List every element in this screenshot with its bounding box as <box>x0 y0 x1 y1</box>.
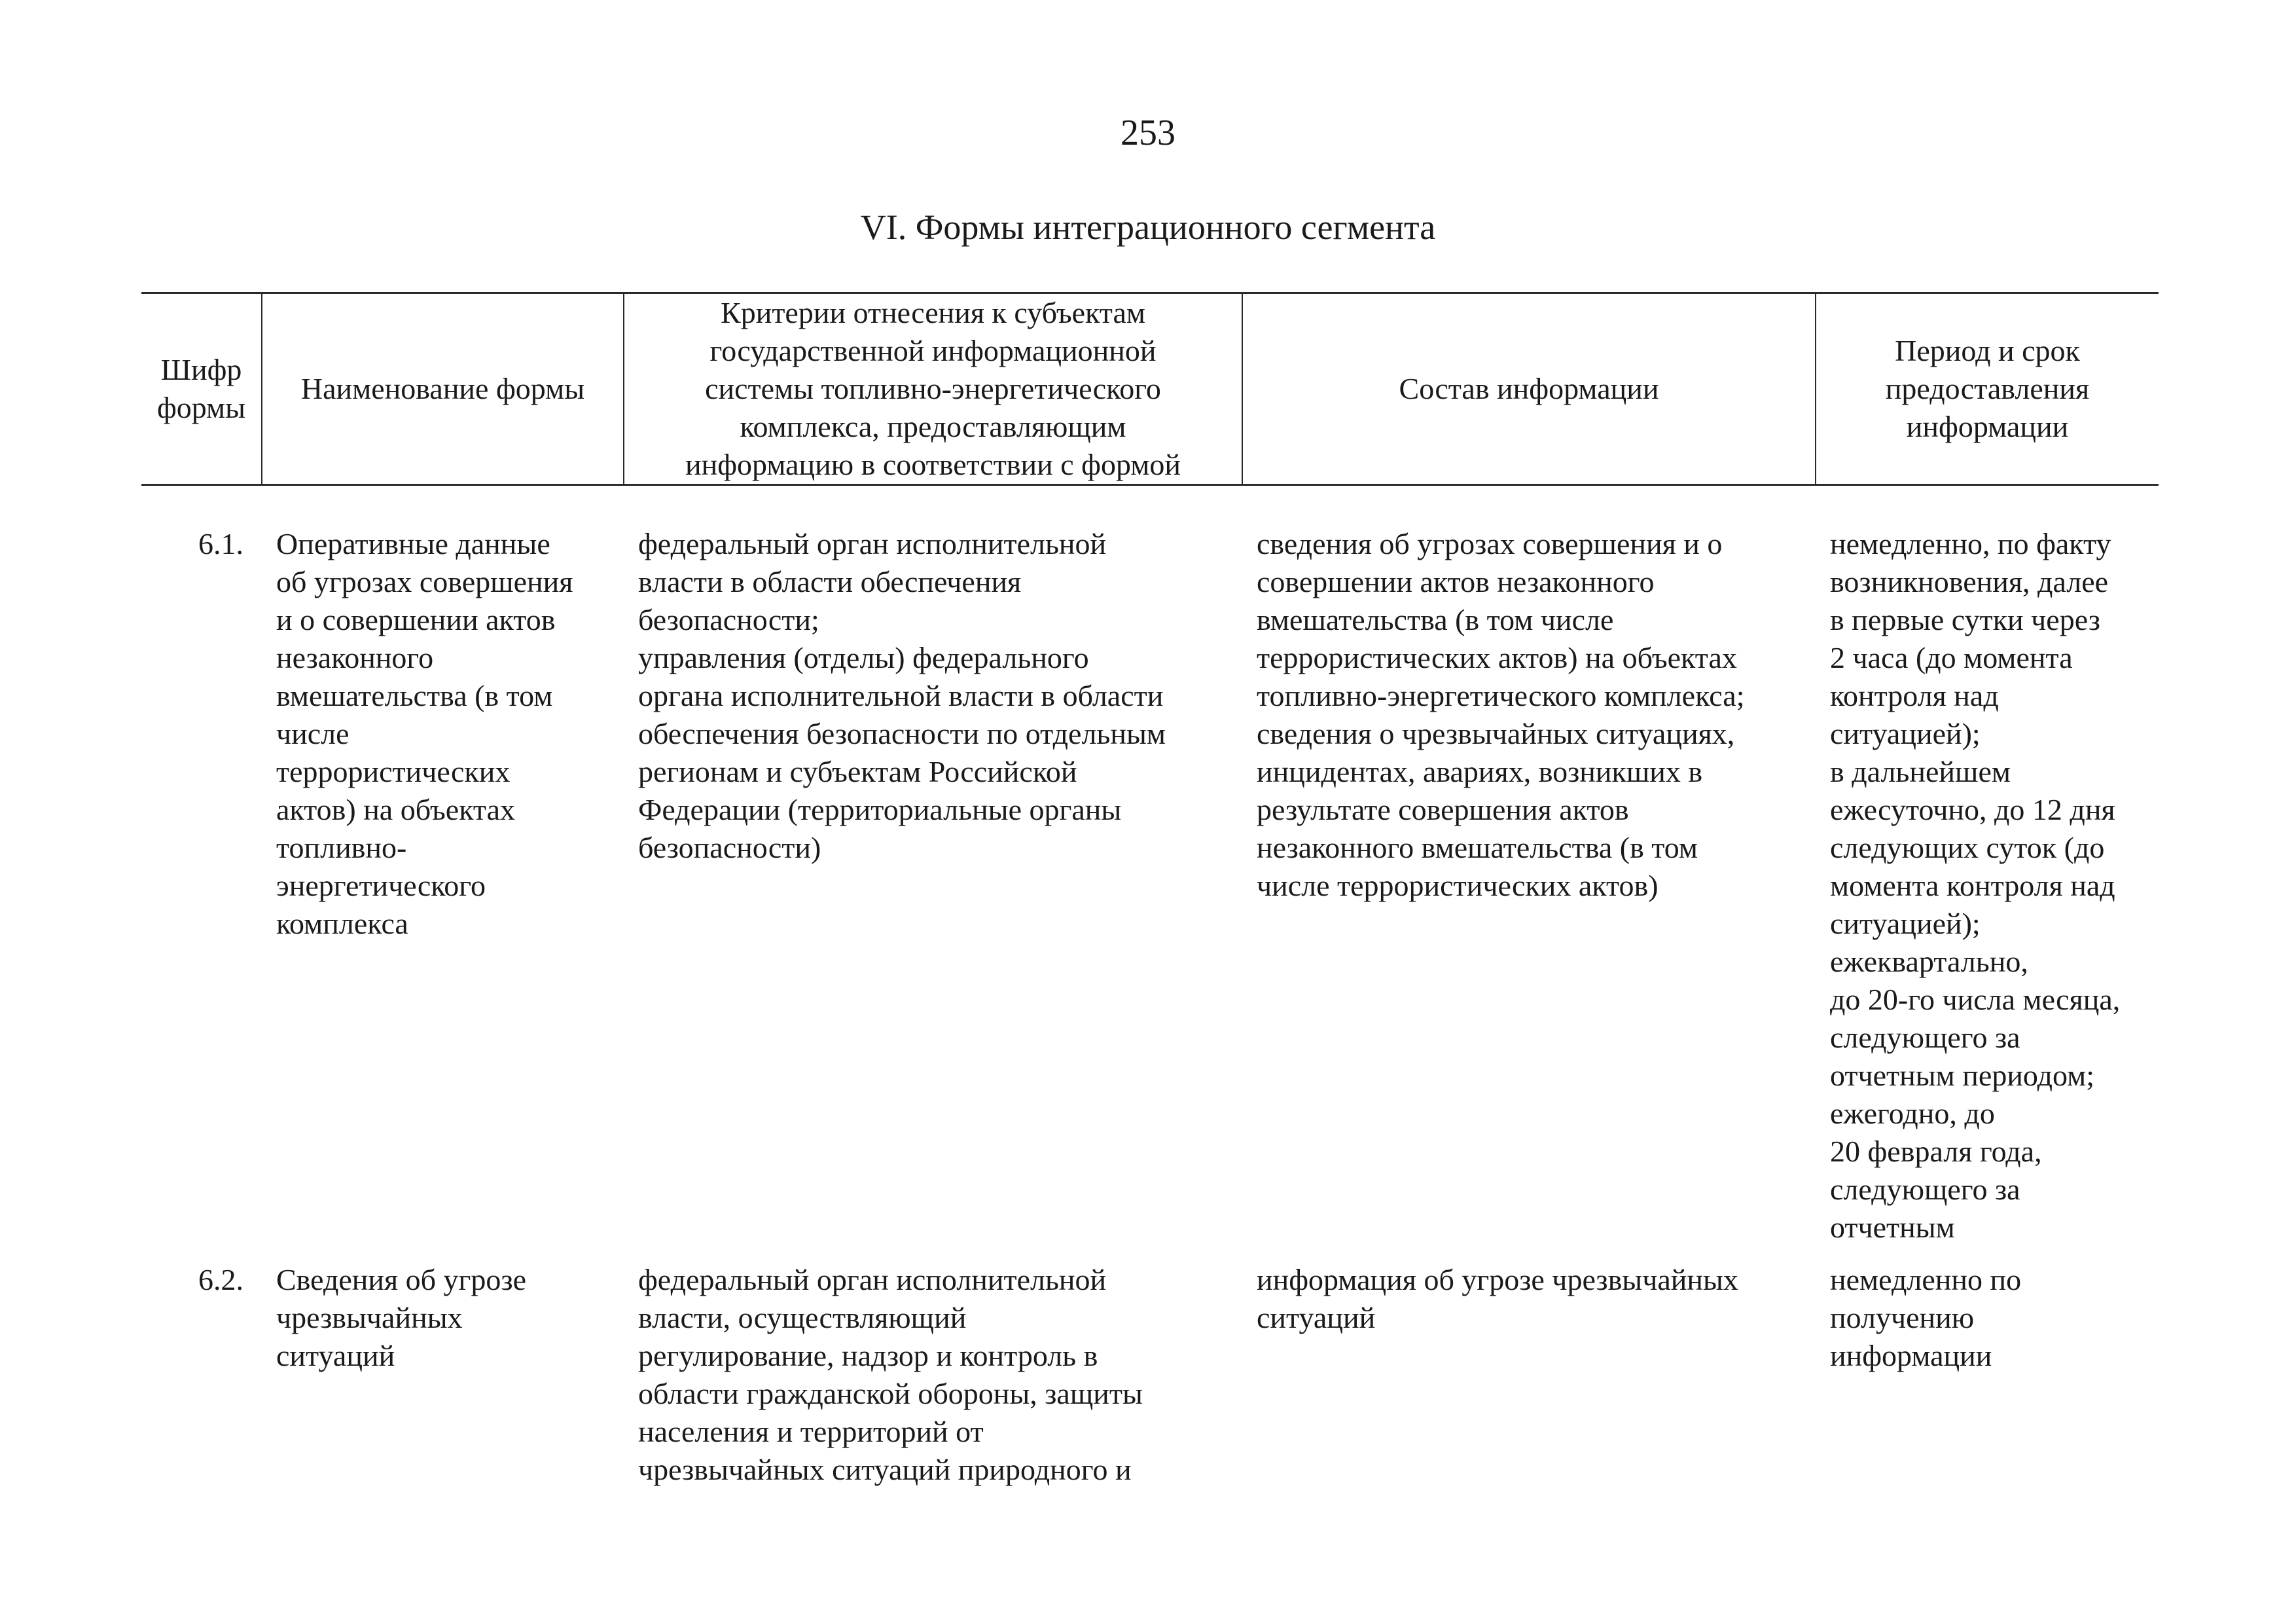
cell-line: в дальнейшем <box>1830 755 2011 788</box>
cell-line: предоставления <box>1885 372 2090 405</box>
cell-line: регионам и субъектам Российской <box>638 755 1077 788</box>
cell-line: комплекса <box>276 907 408 940</box>
form-code: 6.1. <box>198 527 243 560</box>
header-criteria <box>624 293 1242 485</box>
cell-line: власти в области обеспечения <box>638 565 1022 598</box>
table-row <box>141 485 2159 1247</box>
cell-line: обеспечения безопасности по отдельным <box>638 717 1166 750</box>
cell-line: об угрозах совершения <box>276 565 573 598</box>
cell-line: следующих суток (до <box>1830 831 2105 864</box>
cell-line: отчетным периодом; <box>1830 1059 2095 1092</box>
cell-line: следующего за <box>1830 1173 2020 1206</box>
cell-line: Наименование формы <box>300 372 585 405</box>
cell-line: Состав информации <box>1399 372 1659 405</box>
cell-line: получению <box>1830 1301 1975 1334</box>
cell-line: федеральный орган исполнительной <box>638 527 1107 560</box>
cell-line: безопасности; <box>638 603 819 636</box>
form-period <box>1816 485 2159 1247</box>
forms-table <box>141 292 2159 1489</box>
cell-line: Шифр <box>160 353 242 386</box>
cell-line: информации <box>1830 1339 1992 1372</box>
cell-line: ситуацией); <box>1830 717 1981 750</box>
form-name <box>262 1247 624 1489</box>
cell-line: органа исполнительной власти в области <box>638 679 1164 712</box>
cell-line: безопасности) <box>638 831 821 864</box>
header-form-code <box>141 293 262 485</box>
cell-line: возникновения, далее <box>1830 565 2109 598</box>
page-number: 253 <box>1121 113 1175 153</box>
cell-line: Критерии отнесения к субъектам <box>721 296 1145 329</box>
form-criteria <box>624 1247 1242 1489</box>
cell-line: и о совершении актов <box>276 603 556 636</box>
cell-line: ежесуточно, до 12 дня <box>1830 793 2115 826</box>
cell-line: чрезвычайных ситуаций природного и <box>638 1453 1132 1486</box>
cell-line: федеральный орган исполнительной <box>638 1263 1107 1296</box>
cell-line: совершении актов незаконного <box>1257 565 1655 598</box>
cell-line: момента контроля над <box>1830 869 2115 902</box>
cell-line: информации <box>1906 410 2069 443</box>
cell-line: отчетным <box>1830 1211 1955 1244</box>
cell-line: незаконного <box>276 641 434 674</box>
header-form-name <box>262 293 624 485</box>
cell-line: инцидентах, авариях, возникших в <box>1257 755 1703 788</box>
table-row <box>141 1247 2159 1489</box>
cell-line: ситуацией); <box>1830 907 1981 940</box>
cell-line: топливно- <box>276 831 407 864</box>
form-period <box>1816 1247 2159 1489</box>
header-content <box>1242 293 1816 485</box>
cell-line: следующего за <box>1830 1021 2020 1054</box>
cell-line: вмешательства (в том числе <box>1257 603 1614 636</box>
cell-line: информацию в соответствии с формой <box>685 448 1181 481</box>
cell-line: вмешательства (в том <box>276 679 553 712</box>
cell-line: ситуаций <box>276 1339 395 1372</box>
cell-line: населения и территорий от <box>638 1415 984 1448</box>
cell-line: сведения о чрезвычайных ситуациях, <box>1257 717 1735 750</box>
cell-line: формы <box>156 391 246 424</box>
cell-line: террористических актов) на объектах <box>1257 641 1737 674</box>
cell-line: области гражданской обороны, защиты <box>638 1377 1143 1410</box>
cell-line: 20 февраля года, <box>1830 1135 2042 1168</box>
cell-line: комплекса, предоставляющим <box>740 410 1126 443</box>
header-row <box>141 293 2159 485</box>
cell-line: Федерации (территориальные органы <box>638 793 1122 826</box>
cell-line: до 20-го числа месяца, <box>1830 983 2121 1016</box>
header-period <box>1816 293 2159 485</box>
cell-line: результате совершения актов <box>1257 793 1629 826</box>
cell-line: сведения об угрозах совершения и о <box>1257 527 1723 560</box>
cell-line: актов) на объектах <box>276 793 516 826</box>
cell-line: немедленно по <box>1830 1263 2022 1296</box>
cell-line: чрезвычайных <box>276 1301 463 1334</box>
cell-line: Сведения об угрозе <box>276 1263 527 1296</box>
form-name <box>262 485 624 1247</box>
form-criteria <box>624 485 1242 1247</box>
cell-line: Период и срок <box>1895 334 2080 367</box>
cell-line: ежегодно, до <box>1830 1097 1995 1130</box>
form-content <box>1242 485 1816 1247</box>
cell-line: числе <box>276 717 350 750</box>
cell-line: 2 часа (до момента <box>1830 641 2073 674</box>
cell-line: незаконного вмешательства (в том <box>1257 831 1698 864</box>
cell-line: ежеквартально, <box>1830 945 2028 978</box>
cell-line: государственной информационной <box>709 334 1157 367</box>
cell-line: энергетического <box>276 869 486 902</box>
cell-line: контроля над <box>1830 679 1999 712</box>
cell-line: Оперативные данные <box>276 527 550 560</box>
cell-line: топливно-энергетического комплекса; <box>1257 679 1745 712</box>
cell-line: информация об угрозе чрезвычайных <box>1257 1263 1738 1296</box>
cell-line: власти, осуществляющий <box>638 1301 967 1334</box>
cell-line: немедленно, по факту <box>1830 527 2111 560</box>
cell-line: управления (отделы) федерального <box>638 641 1089 674</box>
form-content <box>1242 1247 1816 1489</box>
cell-line: ситуаций <box>1257 1301 1376 1334</box>
cell-line: террористических <box>276 755 511 788</box>
cell-line: в первые сутки через <box>1830 603 2100 636</box>
section-title: VI. Формы интеграционного сегмента <box>860 208 1436 247</box>
cell-line: регулирование, надзор и контроль в <box>638 1339 1098 1372</box>
cell-line: числе террористических актов) <box>1257 869 1659 902</box>
form-code: 6.2. <box>198 1263 243 1296</box>
cell-line: системы топливно-энергетического <box>705 372 1161 405</box>
